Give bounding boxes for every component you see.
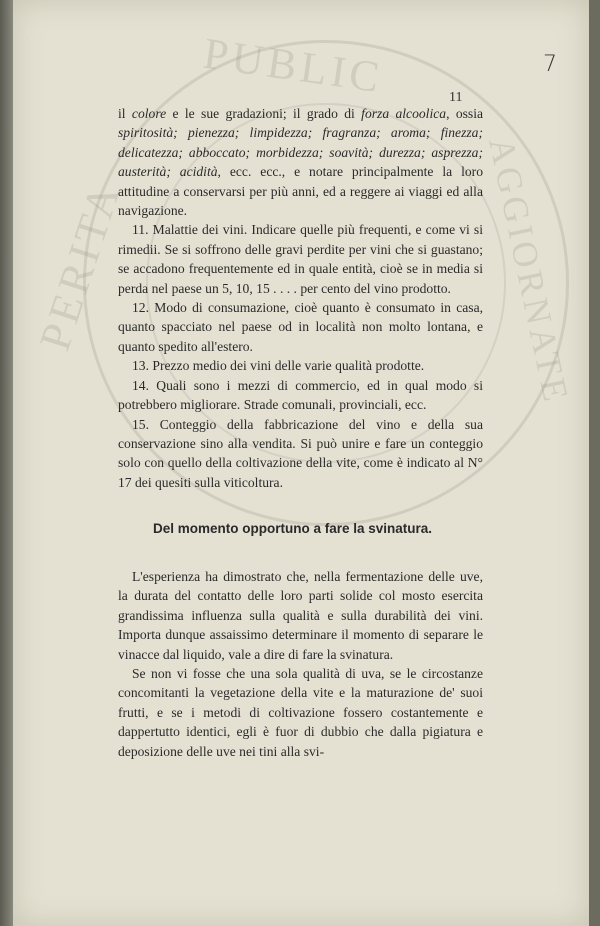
paragraph-svinatura-2: Se non vi fosse che una sola qualità di uva, se le circostanze concomitanti la vegetazione della vite e la maturazione de' suoi frutti, e se i metodi di coltivazione fossero costantemente e dappertutto identici, egli è fuor di dubbio che dalla pigiatura e deposizione delle uve nei tini alla svi- [118, 666, 483, 759]
paragraph-continuation: il colore e le sue gradazioni; il grado di forza alcoolica, ossia spiritosità; pienezza; limpidezza; fragranza; aroma; finezza; delicatezza; abboccato; morbidezza; soavità; durezza; asprezza; austerità; acidità, ecc. ecc., e notare principalmente la loro attitudine a conservarsi per più anni, ed a reggere ai viaggi ed alla navigazione. [118, 106, 484, 219]
stamp-text-right: AGGIORNATE [481, 133, 577, 409]
paragraph-11: 11. Malattie dei vini. Indicare quelle più frequenti, e come vi si rimedii. Se si soffrono delle gravi perdite per vini che si guastano; se accadono frequentemente ed in quale entità, cioè se in media si perda nel paese un 5, 10, 15 . . . . per cento del vino prodotto. [118, 222, 483, 296]
page-number: 11 [449, 90, 463, 105]
handwritten-annotation: 7 [543, 52, 557, 77]
binding-edge [0, 0, 13, 926]
section-heading: Del momento opportuno a fare la svinatura. [153, 521, 433, 536]
paragraph-12: 12. Modo di consumazione, cioè quanto è consumato in casa, quanto spacciato nel paese od in località non molto lontana, e quanto spedito all'estero. [118, 300, 483, 354]
body-text-bottom [118, 567, 483, 761]
paragraph-14: 14. Quali sono i mezzi di commercio, ed in qual modo si potrebbero migliorare. Strade comunali, provinciali, ecc. [118, 377, 483, 413]
document-page [13, 0, 589, 926]
paragraph-svinatura-1: L'esperienza ha dimostrato che, nella fermentazione delle uve, la durata del contatto delle loro parti solide col mosto esercita grandissima influenza sulla qualità e sulla durabilità dei vini. Importa dunque assaissimo determinare il momento di separare le vinacce dal liquido, vale a dire di fare la svinatura. [118, 569, 483, 662]
body-text-top [118, 104, 483, 492]
stamp-text-top: PUBLIC [200, 28, 387, 103]
paragraph-13: 13. Prezzo medio dei vini delle varie qualità prodotte. [132, 358, 425, 374]
stamp-text-left: PERITA [29, 174, 131, 357]
paragraph-15: 15. Conteggio della fabbricazione del vino e della sua conservazione sino alla vendita. Si può unire e fare un conteggio solo con quello della coltivazione della vite, come è indicato al N° 17 dei quesiti sulla viticoltura. [118, 416, 483, 490]
